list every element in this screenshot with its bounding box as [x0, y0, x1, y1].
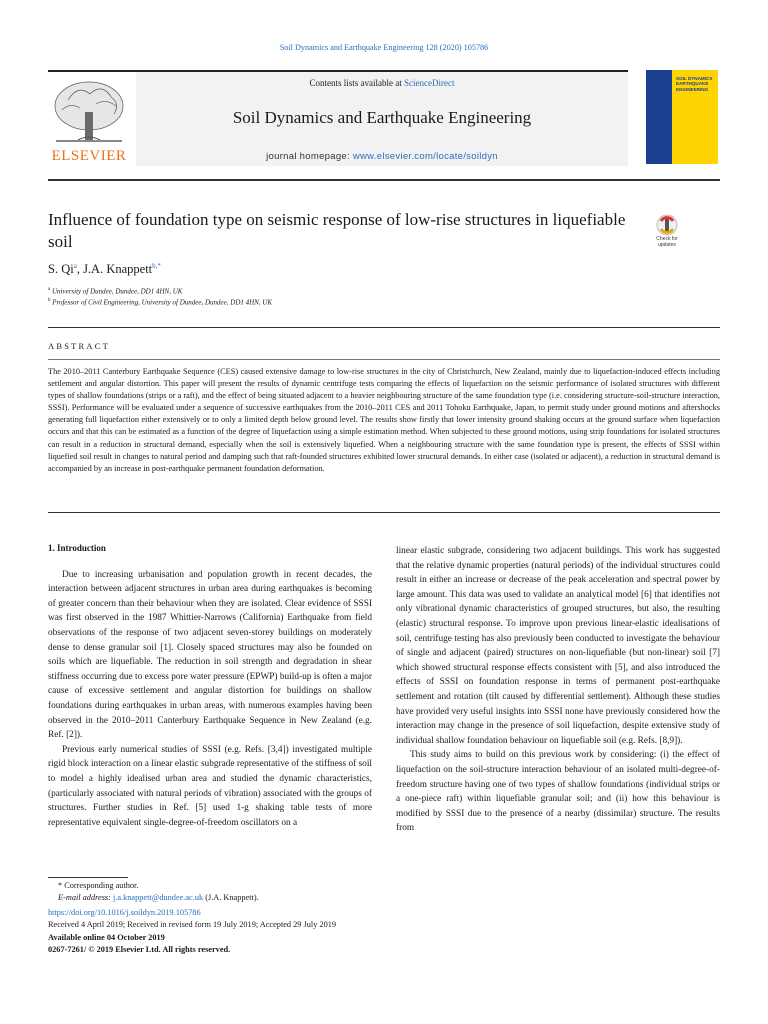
body-column-right — [396, 544, 720, 836]
paragraph: linear elastic subgrade, considering two adjacent buildings. This work has suggested that the relative dynamic properties (natural periods) of the individual structures could result in either an increase or decrease of the peak acceleration and spectral power by large amount. This data was used to validate an analytical model [6] that identifies not only vibrational dynamic characteristics of grouped structures, but also, the resulting (elastic) structural response. To improve upon previous linear-elastic idealisations of soil, centrifuge testing has also previously been conducted to investigate the behaviour of single and adjacent (paired) structures on non-liquefiable (but non-linear) soil [7] which showed structural response effects consistent with [5], and also introduced the effects of SSSI on foundation response in terms of permanent post-earthquake settlement and rotation (tilt caused by differential settlement). Although these studies have provided very useful insights into SSSI none have previously considered how the interaction may change in the presence of soil liquefaction, despite extensive study of individual shallow foundation behaviour on liquefiable soil (e.g. Refs. [8,9]). — [396, 546, 720, 746]
journal-cover-thumbnail[interactable] — [646, 70, 718, 164]
contents-line — [136, 78, 628, 88]
author-2-affil-ref[interactable]: b,* — [152, 262, 161, 270]
homepage-prefix: journal homepage: — [266, 151, 353, 162]
email-suffix: (J.A. Knappett). — [203, 893, 259, 903]
author-line — [48, 262, 161, 277]
available-online: Available online 04 October 2019 — [48, 932, 165, 942]
affiliation-b-text: Professor of Civil Engineering, University of Dundee, Dundee, DD1 4HN, UK — [52, 298, 273, 307]
masthead-bottom-rule — [48, 179, 720, 181]
copyright: 0267-7261/ © 2019 Elsevier Ltd. All rights reserved. — [48, 945, 231, 955]
author-2: J.A. Knappett — [83, 262, 153, 277]
email-label: E-mail address: — [58, 893, 113, 903]
abstract-bottom-rule — [48, 512, 720, 513]
cover-band — [646, 70, 672, 164]
cover-title: SOIL DYNAMICS EARTHQUAKE ENGINEERING — [676, 76, 713, 92]
publisher-wordmark: ELSEVIER — [51, 148, 127, 164]
abstract-heading: ABSTRACT — [48, 341, 110, 351]
corresponding-author-note: * Corresponding author. — [58, 881, 139, 890]
email-link[interactable]: j.a.knappett@dundee.ac.uk — [113, 893, 204, 903]
paragraph: Due to increasing urbanisation and population growth in recent decades, the interaction between adjacent structures in urban area during earthquakes is becoming of greater concern than their behaviour when they are isolated. Clear evidence of SSSI was first observed in the 1987 Whittier-Narrows (California) Earthquake from field observations of the response of two adjacent seven-storey buildings on moderately dense to dense granular soil [1]. Closely spaced structures may also be founded on soils which are liquefiable. The reduction in soil strength and degradation in shear stiffness occurring due to excess pore water pressure (EPWP) build-up is often a major cause of excessive settlement and angular distortion for buildings on shallow foundations during earthquakes in urban areas, with numerous examples having been observed in the 2010–2011 Canterbury Earthquake Sequence in New Zealand (e.g. Ref. [2]). — [48, 569, 372, 741]
author-separator: , — [76, 262, 84, 277]
article-title: Influence of foundation type on seismic response of low-rise structures in liquefiable soil — [48, 210, 626, 251]
author-1-affil-ref[interactable]: a — [73, 262, 77, 270]
paragraph: Previous early numerical studies of SSSI (e.g. Refs. [3,4]) investigated multiple rigid block interaction on a linear elastic subgrade representative of the stiffness of soil to model a highly idealised urban area and studied the dynamic characteristics, (particularly associated with natural periods of vibration) associated with the groups of structures. Further studies in Ref. [5] used 1-g shaking table tests of more representative equivalent single-degree-of-freedom oscillators on a — [48, 744, 372, 828]
check-updates-label: Check for updates — [656, 236, 678, 248]
email-line — [48, 892, 336, 904]
section-heading-introduction: 1. Introduction — [48, 543, 106, 553]
affiliation-b-mark: b — [48, 298, 51, 303]
check-for-updates-badge[interactable] — [650, 213, 684, 251]
footnotes — [48, 880, 336, 956]
journal-homepage — [136, 151, 628, 162]
affiliation-a — [48, 287, 182, 295]
journal-citation[interactable]: Soil Dynamics and Earthquake Engineering 128 (2020) 105786 — [279, 43, 489, 52]
footnote-rule — [48, 877, 128, 878]
received-dates: Received 4 April 2019; Received in revised form 19 July 2019; Accepted 29 July 2019 — [48, 920, 337, 930]
sciencedirect-link[interactable]: ScienceDirect — [404, 78, 455, 88]
affiliation-a-text: University of Dundee, Dundee, DD1 4HN, UK — [51, 287, 183, 296]
doi-link[interactable]: https://doi.org/10.1016/j.soildyn.2019.105786 — [48, 907, 201, 917]
contents-prefix: Contents lists available at — [309, 78, 404, 88]
abstract-heading-rule — [48, 359, 720, 360]
affiliation-b — [48, 298, 272, 306]
check-updates-icon — [650, 213, 684, 237]
journal-name: Soil Dynamics and Earthquake Engineering — [232, 108, 532, 127]
body-column-left — [48, 541, 372, 830]
paragraph: This study aims to build on this previous work by considering: (i) the effect of liquefaction on the soil-structure interaction behaviour of an isolated multi-degree-of-freedom structure having one of two types of shallow foundations (individual strips or a one-piece raft) within liquefiable granular soil; and (ii) how this behaviour is modified by SSSI due to the presence of a nearby (dissimilar) structure. The results from — [396, 750, 720, 834]
author-1: S. Qi — [48, 262, 74, 277]
abstract-top-rule — [48, 327, 720, 328]
affiliation-a-mark: a — [48, 287, 51, 292]
abstract-text: The 2010–2011 Canterbury Earthquake Sequence (CES) caused extensive damage to low-rise structures in the city of Christchurch, New Zealand, mainly due to liquefaction-induced effects including settlement and angular distortion. This paper will present the results of dynamic centrifuge tests comparing the effects of liquefaction on the seismic performance of isolated structures with different types of shallow foundations (strips or a raft), and the effect of being situated adjacent to a heavier neighbouring structure of the same foundation type (i.e. considering structure-soil-structure interaction, SSSI). Performance will be evaluated under a sequence of successive earthquakes from the 2010–2011 CES and 2011 Tohoku Earthquake, Japan, to permit study under ground motions and aftershocks generating full liquefaction either extensively or to only a limited depth below ground level. The results show firstly that lower intensity ground shaking occurs at the ground surface when liquefaction occurs and that this can be estimated as a function of the degree of liquefaction using a simple estimation method. When subjected to these ground motions, using strip foundations for isolated structures can result in a reduction in structural demand, especially when the soil is extensively liquefied. When a neighbouring structure with the same foundation type is present, the effects of SSSI within liquefied soil result in changes to natural period and damping such that raft-founded structures exhibited lower structural demands. In either case (isolated or adjacent), a reduction in structural demand is accompanied by an increase in post-earthquake permanent foundation deformation. — [48, 367, 720, 473]
homepage-link[interactable]: www.elsevier.com/locate/soildyn — [352, 151, 498, 162]
